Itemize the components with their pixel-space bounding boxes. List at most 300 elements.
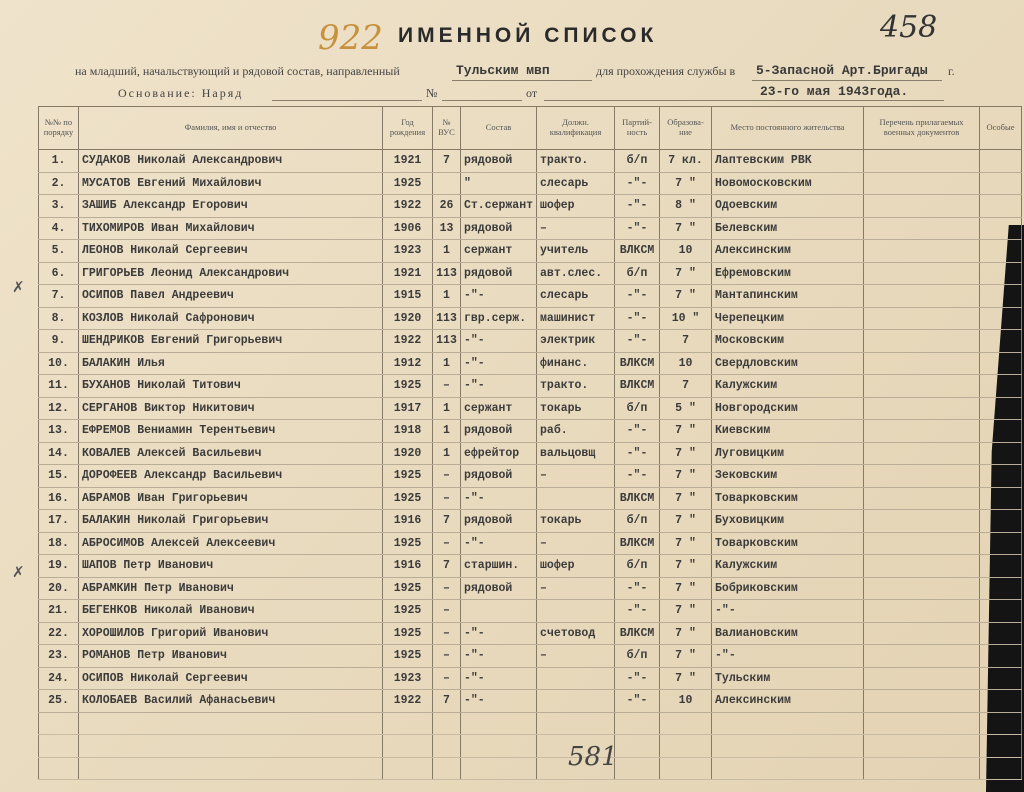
cell-row-number: 5. bbox=[39, 240, 79, 263]
cell-row-number: 4. bbox=[39, 217, 79, 240]
cell-vus-code: 1 bbox=[433, 420, 461, 443]
cell-full-name: ЗАШИБ Александр Егорович bbox=[79, 195, 383, 218]
cell-special bbox=[980, 330, 1022, 353]
cell-birth-year: 1925 bbox=[383, 577, 433, 600]
empty-cell bbox=[660, 757, 712, 780]
cell-residence: Ефремовским bbox=[712, 262, 864, 285]
cell-documents bbox=[864, 577, 980, 600]
col-header-education: Образова- ние bbox=[660, 107, 712, 150]
cell-vus-code: – bbox=[433, 600, 461, 623]
cell-education: 10 bbox=[660, 240, 712, 263]
cell-full-name: СЕРГАНОВ Виктор Никитович bbox=[79, 397, 383, 420]
margin-cross-mark: ✗ bbox=[12, 278, 25, 296]
underline bbox=[442, 100, 522, 101]
table-row bbox=[39, 555, 1022, 578]
col-header-documents: Перечень прилагаемых военных документов bbox=[864, 107, 980, 150]
cell-vus-code: 13 bbox=[433, 217, 461, 240]
cell-full-name: БЕГЕНКОВ Николай Иванович bbox=[79, 600, 383, 623]
cell-documents bbox=[864, 555, 980, 578]
empty-cell bbox=[79, 757, 383, 780]
cell-birth-year: 1916 bbox=[383, 555, 433, 578]
cell-birth-year: 1922 bbox=[383, 690, 433, 713]
cell-education: 7 " bbox=[660, 442, 712, 465]
cell-special bbox=[980, 532, 1022, 555]
empty-cell bbox=[980, 712, 1022, 735]
cell-party: -"- bbox=[615, 172, 660, 195]
cell-full-name: АБРАМОВ Иван Григорьевич bbox=[79, 487, 383, 510]
cell-row-number: 20. bbox=[39, 577, 79, 600]
cell-residence: -"- bbox=[712, 600, 864, 623]
cell-vus-code: 113 bbox=[433, 307, 461, 330]
cell-full-name: ОСИПОВ Николай Сергеевич bbox=[79, 667, 383, 690]
cell-vus-code: – bbox=[433, 667, 461, 690]
cell-birth-year: 1906 bbox=[383, 217, 433, 240]
cell-row-number: 22. bbox=[39, 622, 79, 645]
cell-education: 7 кл. bbox=[660, 150, 712, 173]
cell-party: -"- bbox=[615, 667, 660, 690]
underline bbox=[752, 80, 942, 81]
table-row bbox=[39, 375, 1022, 398]
empty-cell bbox=[712, 757, 864, 780]
cell-education: 7 " bbox=[660, 555, 712, 578]
cell-residence: Луговицким bbox=[712, 442, 864, 465]
cell-full-name: ХОРОШИЛОВ Григорий Иванович bbox=[79, 622, 383, 645]
table-row bbox=[39, 465, 1022, 488]
table-row bbox=[39, 285, 1022, 308]
cell-special bbox=[980, 285, 1022, 308]
col-header-party: Партий- ность bbox=[615, 107, 660, 150]
cell-position: – bbox=[537, 645, 615, 668]
cell-special bbox=[980, 150, 1022, 173]
cell-birth-year: 1925 bbox=[383, 645, 433, 668]
cell-education: 8 " bbox=[660, 195, 712, 218]
col-header-year: Год рождения bbox=[383, 107, 433, 150]
cell-vus-code: 26 bbox=[433, 195, 461, 218]
cell-row-number: 24. bbox=[39, 667, 79, 690]
cell-education: 7 " bbox=[660, 465, 712, 488]
cell-party: б/п bbox=[615, 150, 660, 173]
cell-documents bbox=[864, 645, 980, 668]
table-row bbox=[39, 645, 1022, 668]
cell-row-number: 2. bbox=[39, 172, 79, 195]
cell-special bbox=[980, 510, 1022, 533]
cell-documents bbox=[864, 262, 980, 285]
cell-residence: -"- bbox=[712, 645, 864, 668]
cell-vus-code: – bbox=[433, 622, 461, 645]
cell-residence: Алексинским bbox=[712, 690, 864, 713]
cell-party: ВЛКСМ bbox=[615, 240, 660, 263]
cell-rank: ефрейтор bbox=[461, 442, 537, 465]
cell-party: -"- bbox=[615, 307, 660, 330]
table-row bbox=[39, 442, 1022, 465]
cell-row-number: 25. bbox=[39, 690, 79, 713]
cell-documents bbox=[864, 420, 980, 443]
cell-party: -"- bbox=[615, 217, 660, 240]
cell-position: – bbox=[537, 577, 615, 600]
cell-party: -"- bbox=[615, 420, 660, 443]
cell-full-name: МУСАТОВ Евгений Михайлович bbox=[79, 172, 383, 195]
cell-education: 10 bbox=[660, 352, 712, 375]
cell-documents bbox=[864, 487, 980, 510]
cell-party: ВЛКСМ bbox=[615, 352, 660, 375]
cell-vus-code: – bbox=[433, 645, 461, 668]
cell-birth-year: 1925 bbox=[383, 375, 433, 398]
cell-documents bbox=[864, 330, 980, 353]
cell-party: ВЛКСМ bbox=[615, 622, 660, 645]
cell-rank: рядовой bbox=[461, 217, 537, 240]
cell-residence: Московским bbox=[712, 330, 864, 353]
order-date-field: 23-го мая 1943года. bbox=[760, 84, 909, 99]
col-header-special: Особые bbox=[980, 107, 1022, 150]
cell-birth-year: 1921 bbox=[383, 262, 433, 285]
cell-full-name: ОСИПОВ Павел Андреевич bbox=[79, 285, 383, 308]
table-row bbox=[39, 532, 1022, 555]
cell-position: электрик bbox=[537, 330, 615, 353]
cell-special bbox=[980, 195, 1022, 218]
cell-vus-code: 113 bbox=[433, 330, 461, 353]
cell-party: -"- bbox=[615, 465, 660, 488]
cell-position: тракто. bbox=[537, 150, 615, 173]
cell-rank: сержант bbox=[461, 240, 537, 263]
table-row bbox=[39, 690, 1022, 713]
underline bbox=[272, 100, 422, 101]
empty-cell bbox=[383, 757, 433, 780]
cell-party: б/п bbox=[615, 555, 660, 578]
cell-residence: Калужским bbox=[712, 555, 864, 578]
cell-special bbox=[980, 667, 1022, 690]
empty-cell bbox=[383, 712, 433, 735]
cell-vus-code: – bbox=[433, 577, 461, 600]
cell-birth-year: 1915 bbox=[383, 285, 433, 308]
cell-full-name: БУХАНОВ Николай Титович bbox=[79, 375, 383, 398]
cell-education: 7 " bbox=[660, 622, 712, 645]
cell-residence: Алексинским bbox=[712, 240, 864, 263]
cell-row-number: 9. bbox=[39, 330, 79, 353]
cell-vus-code: – bbox=[433, 465, 461, 488]
table-row bbox=[39, 667, 1022, 690]
empty-cell bbox=[433, 735, 461, 758]
cell-position: машинист bbox=[537, 307, 615, 330]
table-row bbox=[39, 172, 1022, 195]
cell-special bbox=[980, 172, 1022, 195]
cell-rank: рядовой bbox=[461, 262, 537, 285]
cell-birth-year: 1925 bbox=[383, 600, 433, 623]
cell-birth-year: 1923 bbox=[383, 667, 433, 690]
table-row bbox=[39, 487, 1022, 510]
empty-cell bbox=[864, 757, 980, 780]
cell-party: ВЛКСМ bbox=[615, 532, 660, 555]
cell-party: б/п bbox=[615, 262, 660, 285]
basis-label: Основание: Наряд bbox=[118, 86, 244, 100]
cell-vus-code: 7 bbox=[433, 690, 461, 713]
personnel-table bbox=[38, 106, 1022, 780]
cell-full-name: БАЛАКИН Николай Григорьевич bbox=[79, 510, 383, 533]
col-header-vus: № ВУС bbox=[433, 107, 461, 150]
empty-cell bbox=[433, 757, 461, 780]
margin-cross-mark: ✗ bbox=[12, 563, 25, 581]
col-header-sostav: Состав bbox=[461, 107, 537, 150]
table-row bbox=[39, 622, 1022, 645]
cell-documents bbox=[864, 397, 980, 420]
cell-special bbox=[980, 442, 1022, 465]
empty-cell bbox=[79, 735, 383, 758]
col-header-number: №№ по порядку bbox=[39, 107, 79, 150]
table-row bbox=[39, 352, 1022, 375]
cell-special bbox=[980, 262, 1022, 285]
cell-position: слесарь bbox=[537, 285, 615, 308]
cell-education: 7 " bbox=[660, 172, 712, 195]
cell-residence: Товарковским bbox=[712, 532, 864, 555]
cell-position bbox=[537, 667, 615, 690]
empty-cell bbox=[79, 712, 383, 735]
cell-rank: -"- bbox=[461, 330, 537, 353]
cell-position: – bbox=[537, 532, 615, 555]
table-row bbox=[39, 397, 1022, 420]
table-header-row bbox=[39, 107, 1022, 150]
cell-birth-year: 1920 bbox=[383, 307, 433, 330]
underline bbox=[544, 100, 944, 101]
cell-position: токарь bbox=[537, 510, 615, 533]
empty-cell bbox=[615, 735, 660, 758]
cell-party: -"- bbox=[615, 285, 660, 308]
cell-position bbox=[537, 600, 615, 623]
cell-position: шофер bbox=[537, 555, 615, 578]
handwritten-page-number: 458 bbox=[880, 10, 938, 45]
empty-cell bbox=[461, 735, 537, 758]
table-row bbox=[39, 195, 1022, 218]
cell-full-name: СУДАКОВ Николай Александрович bbox=[79, 150, 383, 173]
cell-row-number: 3. bbox=[39, 195, 79, 218]
cell-education: 7 " bbox=[660, 262, 712, 285]
cell-education: 7 " bbox=[660, 645, 712, 668]
cell-full-name: ШЕНДРИКОВ Евгений Григорьевич bbox=[79, 330, 383, 353]
cell-rank: сержант bbox=[461, 397, 537, 420]
table-row bbox=[39, 330, 1022, 353]
cell-documents bbox=[864, 465, 980, 488]
cell-documents bbox=[864, 600, 980, 623]
cell-residence: Тульским bbox=[712, 667, 864, 690]
cell-vus-code: 1 bbox=[433, 240, 461, 263]
cell-row-number: 16. bbox=[39, 487, 79, 510]
underline bbox=[452, 80, 592, 81]
cell-birth-year: 1925 bbox=[383, 465, 433, 488]
cell-education: 10 bbox=[660, 690, 712, 713]
cell-rank bbox=[461, 600, 537, 623]
cell-birth-year: 1918 bbox=[383, 420, 433, 443]
cell-education: 7 " bbox=[660, 667, 712, 690]
cell-position: финанс. bbox=[537, 352, 615, 375]
cell-education: 7 bbox=[660, 330, 712, 353]
cell-education: 10 " bbox=[660, 307, 712, 330]
header-line1-prefix: на младший, начальствующий и рядовой состав, направленный bbox=[75, 64, 400, 78]
cell-full-name: РОМАНОВ Петр Иванович bbox=[79, 645, 383, 668]
cell-documents bbox=[864, 375, 980, 398]
cell-rank: рядовой bbox=[461, 510, 537, 533]
cell-full-name: ЕФРЕМОВ Вениамин Терентьевич bbox=[79, 420, 383, 443]
cell-full-name: КОВАЛЕВ Алексей Васильевич bbox=[79, 442, 383, 465]
empty-cell bbox=[712, 735, 864, 758]
cell-full-name: ЛЕОНОВ Николай Сергеевич bbox=[79, 240, 383, 263]
empty-cell bbox=[980, 735, 1022, 758]
cell-full-name: ГРИГОРЬЕВ Леонид Александрович bbox=[79, 262, 383, 285]
cell-documents bbox=[864, 285, 980, 308]
cell-residence: Лаптевским РВК bbox=[712, 150, 864, 173]
cell-documents bbox=[864, 150, 980, 173]
cell-birth-year: 1922 bbox=[383, 330, 433, 353]
empty-cell bbox=[615, 757, 660, 780]
cell-rank: гвр.серж. bbox=[461, 307, 537, 330]
cell-education: 5 " bbox=[660, 397, 712, 420]
cell-party: б/п bbox=[615, 645, 660, 668]
cell-position: вальцовщ bbox=[537, 442, 615, 465]
cell-documents bbox=[864, 667, 980, 690]
col-header-position: Должн. квалификация bbox=[537, 107, 615, 150]
cell-party: -"- bbox=[615, 600, 660, 623]
cell-full-name: ШАПОВ Петр Иванович bbox=[79, 555, 383, 578]
cell-rank: рядовой bbox=[461, 150, 537, 173]
cell-education: 7 " bbox=[660, 487, 712, 510]
cell-rank: -"- bbox=[461, 667, 537, 690]
cell-rank: -"- bbox=[461, 487, 537, 510]
cell-documents bbox=[864, 240, 980, 263]
table-row bbox=[39, 262, 1022, 285]
cell-party: -"- bbox=[615, 330, 660, 353]
cell-birth-year: 1920 bbox=[383, 442, 433, 465]
col-header-name: Фамилия, имя и отчество bbox=[79, 107, 383, 150]
cell-party: б/п bbox=[615, 510, 660, 533]
cell-rank: -"- bbox=[461, 352, 537, 375]
cell-party: ВЛКСМ bbox=[615, 375, 660, 398]
cell-special bbox=[980, 487, 1022, 510]
cell-residence: Черепецким bbox=[712, 307, 864, 330]
cell-residence: Киевским bbox=[712, 420, 864, 443]
empty-cell bbox=[660, 712, 712, 735]
table-row bbox=[39, 307, 1022, 330]
empty-cell bbox=[864, 712, 980, 735]
cell-birth-year: 1925 bbox=[383, 622, 433, 645]
cell-birth-year: 1925 bbox=[383, 487, 433, 510]
sender-field: Тульским мвп bbox=[456, 63, 550, 78]
cell-special bbox=[980, 352, 1022, 375]
cell-documents bbox=[864, 622, 980, 645]
cell-rank: рядовой bbox=[461, 577, 537, 600]
header-line1-middle: для прохождения службы в bbox=[596, 64, 736, 78]
cell-row-number: 8. bbox=[39, 307, 79, 330]
cell-vus-code: – bbox=[433, 487, 461, 510]
empty-cell bbox=[461, 712, 537, 735]
empty-cell bbox=[537, 712, 615, 735]
cell-position: – bbox=[537, 465, 615, 488]
cell-documents bbox=[864, 217, 980, 240]
cell-rank: -"- bbox=[461, 645, 537, 668]
cell-position: тракто. bbox=[537, 375, 615, 398]
cell-party: -"- bbox=[615, 442, 660, 465]
cell-documents bbox=[864, 172, 980, 195]
cell-special bbox=[980, 555, 1022, 578]
cell-party: -"- bbox=[615, 577, 660, 600]
cell-vus-code: – bbox=[433, 375, 461, 398]
cell-birth-year: 1917 bbox=[383, 397, 433, 420]
table-row bbox=[39, 150, 1022, 173]
cell-birth-year: 1925 bbox=[383, 532, 433, 555]
empty-cell bbox=[980, 757, 1022, 780]
cell-education: 7 bbox=[660, 375, 712, 398]
cell-row-number: 7. bbox=[39, 285, 79, 308]
cell-position bbox=[537, 487, 615, 510]
cell-position: авт.слес. bbox=[537, 262, 615, 285]
cell-row-number: 12. bbox=[39, 397, 79, 420]
empty-cell bbox=[433, 712, 461, 735]
cell-residence: Белевским bbox=[712, 217, 864, 240]
cell-full-name: КОЛОБАЕВ Василий Афанасьевич bbox=[79, 690, 383, 713]
cell-education: 7 " bbox=[660, 285, 712, 308]
cell-rank: " bbox=[461, 172, 537, 195]
cell-special bbox=[980, 577, 1022, 600]
cell-position: раб. bbox=[537, 420, 615, 443]
cell-row-number: 6. bbox=[39, 262, 79, 285]
handwritten-mark: 581 bbox=[568, 742, 618, 772]
blank-row bbox=[39, 712, 1022, 735]
cell-rank: рядовой bbox=[461, 420, 537, 443]
cell-birth-year: 1916 bbox=[383, 510, 433, 533]
cell-birth-year: 1925 bbox=[383, 172, 433, 195]
empty-cell bbox=[660, 735, 712, 758]
table-row bbox=[39, 420, 1022, 443]
cell-rank: -"- bbox=[461, 690, 537, 713]
cell-row-number: 14. bbox=[39, 442, 79, 465]
cell-education: 7 " bbox=[660, 217, 712, 240]
document-title: ИМЕННОЙ СПИСОК bbox=[398, 24, 658, 47]
cell-vus-code: 113 bbox=[433, 262, 461, 285]
empty-cell bbox=[461, 757, 537, 780]
empty-cell bbox=[39, 712, 79, 735]
cell-special bbox=[980, 420, 1022, 443]
cell-vus-code bbox=[433, 172, 461, 195]
cell-special bbox=[980, 465, 1022, 488]
cell-special bbox=[980, 622, 1022, 645]
cell-residence: Калужским bbox=[712, 375, 864, 398]
cell-position: – bbox=[537, 217, 615, 240]
cell-party: б/п bbox=[615, 397, 660, 420]
cell-position: учитель bbox=[537, 240, 615, 263]
cell-documents bbox=[864, 690, 980, 713]
cell-special bbox=[980, 397, 1022, 420]
cell-full-name: КОЗЛОВ Николай Сафронович bbox=[79, 307, 383, 330]
cell-birth-year: 1912 bbox=[383, 352, 433, 375]
cell-row-number: 13. bbox=[39, 420, 79, 443]
cell-rank: -"- bbox=[461, 622, 537, 645]
cell-education: 7 " bbox=[660, 510, 712, 533]
cell-full-name: ТИХОМИРОВ Иван Михайлович bbox=[79, 217, 383, 240]
cell-rank: -"- bbox=[461, 285, 537, 308]
table-row bbox=[39, 240, 1022, 263]
cell-education: 7 " bbox=[660, 532, 712, 555]
cell-vus-code: 7 bbox=[433, 555, 461, 578]
empty-cell bbox=[864, 735, 980, 758]
cell-full-name: АБРАМКИН Петр Иванович bbox=[79, 577, 383, 600]
cell-special bbox=[980, 690, 1022, 713]
cell-rank: старшин. bbox=[461, 555, 537, 578]
empty-cell bbox=[39, 757, 79, 780]
cell-education: 7 " bbox=[660, 577, 712, 600]
cell-vus-code: – bbox=[433, 532, 461, 555]
empty-cell bbox=[39, 735, 79, 758]
cell-position: слесарь bbox=[537, 172, 615, 195]
cell-vus-code: 1 bbox=[433, 352, 461, 375]
cell-vus-code: 7 bbox=[433, 150, 461, 173]
empty-cell bbox=[712, 712, 864, 735]
cell-special bbox=[980, 645, 1022, 668]
